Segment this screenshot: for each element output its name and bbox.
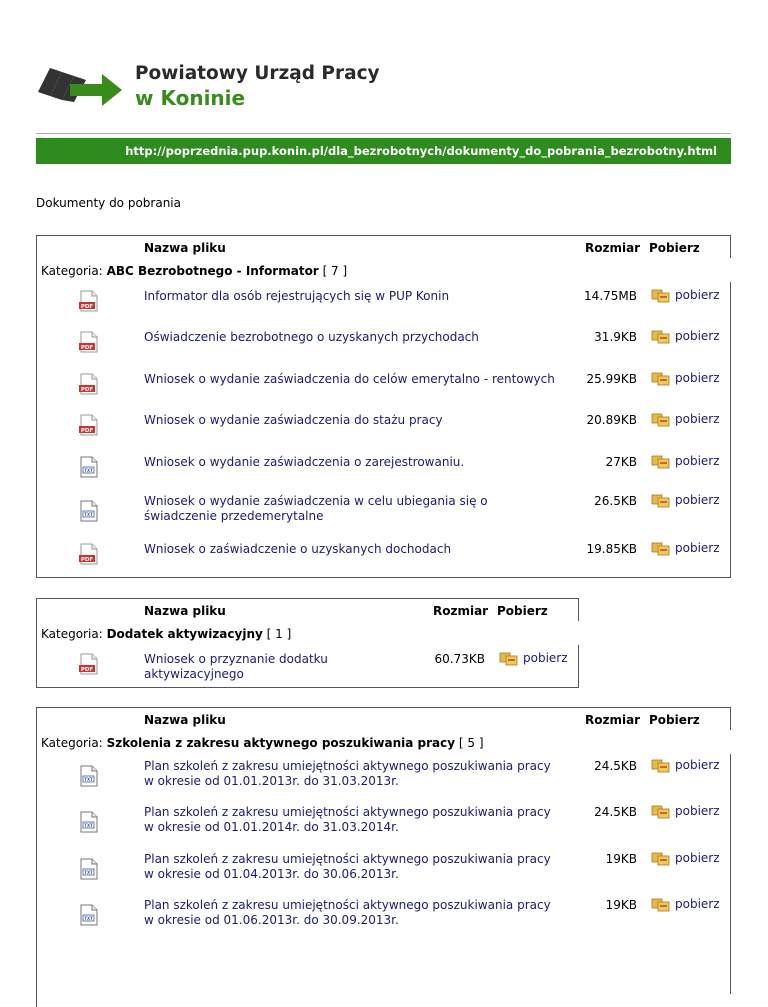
category-section xyxy=(36,707,731,1007)
column-header-size: Rozmiar xyxy=(433,604,489,618)
column-header-download: Pobierz xyxy=(649,713,700,727)
download-icon[interactable] xyxy=(499,651,523,665)
border xyxy=(578,599,579,621)
border xyxy=(730,236,731,258)
download-label[interactable]: pobierz xyxy=(675,371,720,385)
category-count: [ 7 ] xyxy=(322,264,348,278)
site-header xyxy=(36,60,536,120)
svg-text:PDF: PDF xyxy=(80,387,94,393)
file-size: 19KB xyxy=(605,852,637,866)
download-icon[interactable] xyxy=(651,288,675,302)
file-size: 26.5KB xyxy=(594,494,637,508)
file-size: 27KB xyxy=(605,455,637,469)
txt-file-icon[interactable] xyxy=(79,500,99,522)
border xyxy=(730,708,731,730)
pdf-file-icon[interactable] xyxy=(79,653,99,675)
file-row xyxy=(37,366,731,407)
file-name-link[interactable]: Wniosek o wydanie zaświadczenia do stażu pracy xyxy=(144,413,443,427)
file-row xyxy=(37,407,731,449)
category-section xyxy=(36,235,731,578)
file-size: 60.73KB xyxy=(434,652,485,666)
svg-text:PDF: PDF xyxy=(80,667,94,673)
category-prefix: Kategoria: xyxy=(41,264,103,278)
download-link[interactable] xyxy=(651,851,720,866)
category-label xyxy=(41,627,291,641)
svg-text:TXT: TXT xyxy=(84,777,93,782)
download-label[interactable]: pobierz xyxy=(675,288,720,302)
download-link[interactable] xyxy=(651,288,720,303)
svg-text:TXT: TXT xyxy=(84,468,93,473)
txt-file-icon[interactable] xyxy=(79,858,99,880)
download-link[interactable] xyxy=(651,804,720,819)
svg-text:PDF: PDF xyxy=(80,557,94,563)
download-label[interactable]: pobierz xyxy=(675,897,720,911)
svg-text:TXT: TXT xyxy=(84,512,93,517)
category-count: [ 5 ] xyxy=(458,736,484,750)
page-title: Dokumenty do pobrania xyxy=(36,196,181,210)
txt-file-icon[interactable] xyxy=(79,904,99,926)
file-row xyxy=(37,324,731,366)
file-name-link[interactable]: Wniosek o wydanie zaświadczenia o zarejestrowaniu. xyxy=(144,455,465,469)
svg-text:PDF: PDF xyxy=(80,428,94,434)
file-size: 20.89KB xyxy=(586,413,637,427)
file-size: 24.5KB xyxy=(594,805,637,819)
category-count: [ 1 ] xyxy=(266,627,292,641)
download-label[interactable]: pobierz xyxy=(675,493,720,507)
file-size: 24.5KB xyxy=(594,759,637,773)
download-link[interactable] xyxy=(651,371,720,386)
file-name-link[interactable]: Wniosek o przyznanie dodatku aktywizacyjnego xyxy=(144,652,328,681)
pdf-file-icon[interactable] xyxy=(79,543,99,565)
logo-title: Powiatowy Urząd Pracy xyxy=(135,63,380,84)
download-label[interactable]: pobierz xyxy=(675,541,720,555)
column-header-name: Nazwa pliku xyxy=(144,713,226,727)
download-link[interactable] xyxy=(651,454,720,469)
file-name-link[interactable]: Wniosek o wydanie zaświadczenia do celów emerytalno - rentowych xyxy=(144,372,555,386)
download-icon[interactable] xyxy=(651,412,675,426)
file-size: 14.75MB xyxy=(584,289,637,303)
pdf-file-icon[interactable] xyxy=(79,373,99,395)
file-name-link[interactable]: Plan szkoleń z zakresu umiejętności aktywnego poszukiwania pracy w okresie od 01.04.2013r. do 30.06.2013r. xyxy=(144,852,551,881)
category-prefix: Kategoria: xyxy=(41,736,103,750)
svg-text:TXT: TXT xyxy=(84,870,93,875)
pdf-file-icon[interactable] xyxy=(79,290,99,312)
download-icon[interactable] xyxy=(651,897,675,911)
txt-file-icon[interactable] xyxy=(79,811,99,833)
txt-file-icon[interactable] xyxy=(79,765,99,787)
file-size: 19.85KB xyxy=(586,542,637,556)
download-icon[interactable] xyxy=(651,758,675,772)
download-link[interactable] xyxy=(651,541,720,556)
download-icon[interactable] xyxy=(651,851,675,865)
download-label[interactable]: pobierz xyxy=(675,454,720,468)
download-icon[interactable] xyxy=(651,493,675,507)
file-row xyxy=(37,755,731,801)
logo-subtitle: w Koninie xyxy=(135,86,246,110)
file-name-link[interactable]: Wniosek o wydanie zaświadczenia w celu ubiegania się o świadczenie przedemerytalne xyxy=(144,494,488,523)
column-header-size: Rozmiar xyxy=(585,713,641,727)
download-link[interactable] xyxy=(651,897,720,912)
file-row xyxy=(37,848,731,894)
download-link[interactable] xyxy=(651,412,720,427)
svg-text:TXT: TXT xyxy=(84,823,93,828)
file-row xyxy=(37,283,731,324)
category-name: Dodatek aktywizacyjny xyxy=(106,627,263,641)
file-row xyxy=(37,490,731,536)
pdf-file-icon[interactable] xyxy=(79,331,99,353)
column-header-name: Nazwa pliku xyxy=(144,241,226,255)
download-label[interactable]: pobierz xyxy=(675,412,720,426)
svg-text:PDF: PDF xyxy=(80,345,94,351)
category-prefix: Kategoria: xyxy=(41,627,103,641)
download-label[interactable]: pobierz xyxy=(675,804,720,818)
file-size: 31.9KB xyxy=(594,330,637,344)
download-label[interactable]: pobierz xyxy=(675,758,720,772)
category-section xyxy=(36,598,579,688)
download-link[interactable] xyxy=(651,493,720,508)
download-icon[interactable] xyxy=(651,371,675,385)
category-label xyxy=(41,264,347,278)
download-icon[interactable] xyxy=(651,329,675,343)
download-icon[interactable] xyxy=(651,804,675,818)
download-link[interactable] xyxy=(499,651,568,666)
column-header-size: Rozmiar xyxy=(585,241,641,255)
file-name-link[interactable]: Wniosek o zaświadczenie o uzyskanych dochodach xyxy=(144,542,452,556)
file-row xyxy=(37,646,579,687)
category-label xyxy=(41,736,484,750)
column-header-download: Pobierz xyxy=(649,241,700,255)
svg-text:PDF: PDF xyxy=(80,304,94,310)
file-name-link[interactable]: Informator dla osób rejestrujących się w PUP Konin xyxy=(144,289,450,303)
download-label[interactable]: pobierz xyxy=(523,651,568,665)
url-bar: http://poprzednia.pup.konin.pl/dla_bezrobotnych/dokumenty_do_pobrania_bezrobotny.html xyxy=(36,138,731,164)
file-name-link[interactable]: Plan szkoleń z zakresu umiejętności aktywnego poszukiwania pracy w okresie od 01.01.2014r. do 31.03.2014r. xyxy=(144,805,551,834)
download-link[interactable] xyxy=(651,329,720,344)
file-name-link[interactable]: Oświadczenie bezrobotnego o uzyskanych przychodach xyxy=(144,330,479,344)
file-row xyxy=(37,449,731,490)
logo-icon xyxy=(36,62,126,106)
file-row xyxy=(37,894,731,941)
download-icon[interactable] xyxy=(651,541,675,555)
file-name-link[interactable]: Plan szkoleń z zakresu umiejętności aktywnego poszukiwania pracy w okresie od 01.06.2013r. do 30.09.2013r. xyxy=(144,898,551,927)
file-row xyxy=(37,801,731,848)
category-name: ABC Bezrobotnego - Informator xyxy=(106,264,319,278)
category-name: Szkolenia z zakresu aktywnego poszukiwania pracy xyxy=(106,736,456,750)
column-header-name: Nazwa pliku xyxy=(144,604,226,618)
file-size: 19KB xyxy=(605,898,637,912)
txt-file-icon[interactable] xyxy=(79,456,99,478)
download-label[interactable]: pobierz xyxy=(675,851,720,865)
pdf-file-icon[interactable] xyxy=(79,414,99,436)
download-icon[interactable] xyxy=(651,454,675,468)
svg-text:TXT: TXT xyxy=(84,916,93,921)
file-row xyxy=(37,536,731,577)
file-size: 25.99KB xyxy=(586,372,637,386)
divider xyxy=(36,133,731,134)
download-link[interactable] xyxy=(651,758,720,773)
column-header-download: Pobierz xyxy=(497,604,548,618)
file-name-link[interactable]: Plan szkoleń z zakresu umiejętności aktywnego poszukiwania pracy w okresie od 01.01.2013r. do 31.03.2013r. xyxy=(144,759,551,788)
download-label[interactable]: pobierz xyxy=(675,329,720,343)
